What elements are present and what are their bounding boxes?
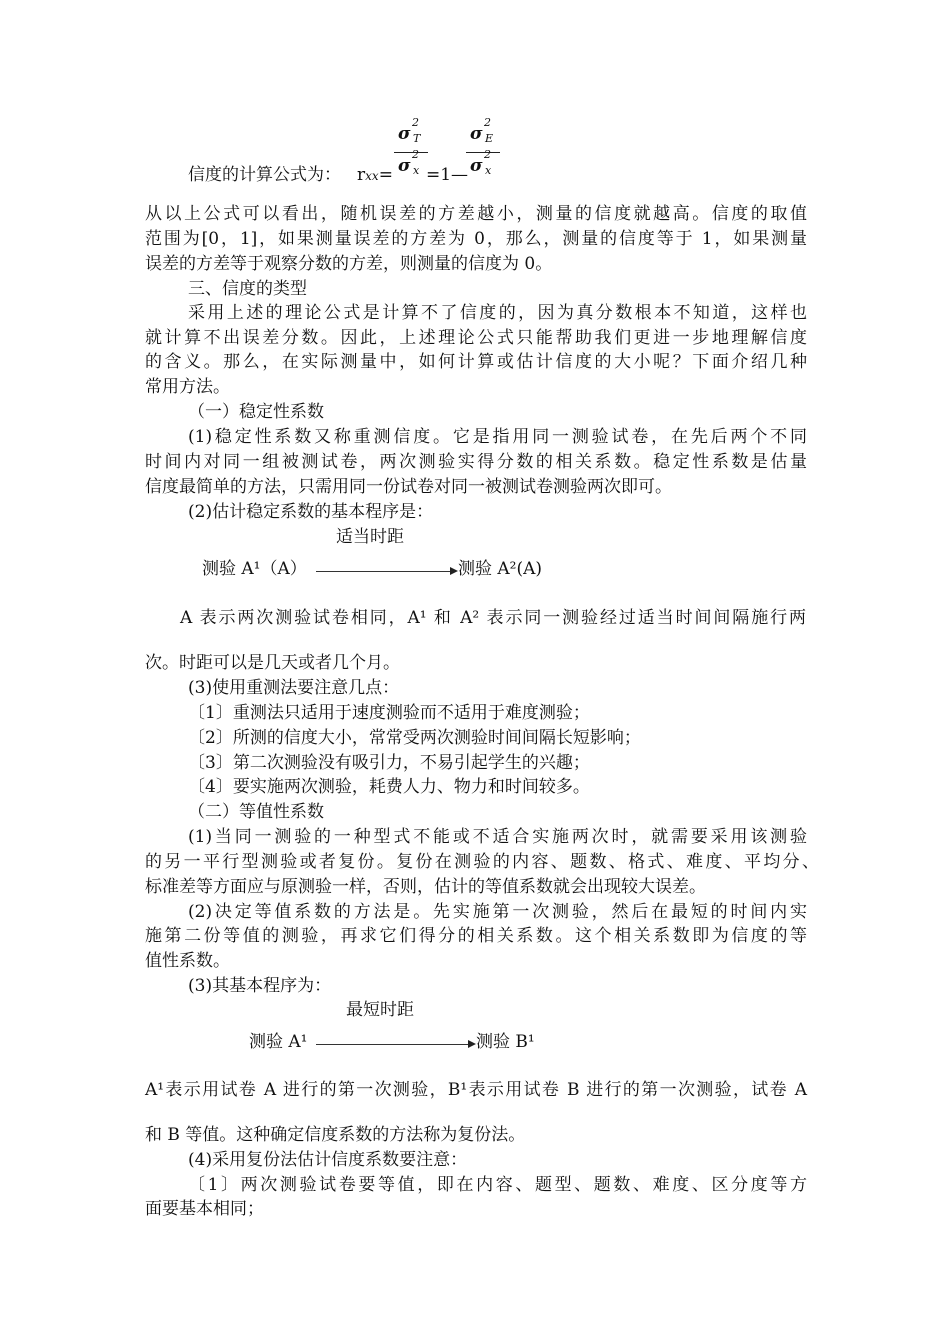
paragraph-line: 的另一平行型测验或者复份。复份在测验的内容、题数、格式、难度、平均分、 [145,852,819,872]
paragraph-line: A 表示两次测验试卷相同，A¹ 和 A² 表示同一测验经过适当时间间隔施行两 [180,608,806,628]
list-item: 〔3〕第二次测验没有吸引力，不易引起学生的兴趣； [188,753,590,773]
fraction-error-variance: σ 2 E σ 2 x [466,124,506,184]
diagram-right-node: 测验 A²(A) [458,559,543,579]
paragraph-line: 的含义。那么，在实际测量中，如何计算或估计信度的大小呢？下面介绍几种 [145,352,807,372]
paragraph-line: 和 B 等值。这种确定信度系数的方法称为复份法。 [145,1125,526,1145]
diagram-right-node: 测验 B¹ [476,1032,535,1052]
formula-label: 信度的计算公式为： [188,165,341,185]
paragraph-line: A¹表示用试卷 A 进行的第一次测验，B¹表示用试卷 B 进行的第一次测验，试卷 A [145,1080,807,1100]
diagram-left-node: 测验 A¹（A） [202,559,307,579]
list-item: 〔2〕所测的信度大小，常常受两次测验时间间隔长短影响； [188,728,641,748]
paragraph-line: 值性系数。 [145,951,230,971]
paragraph-line: (3)使用重测法要注意几点： [188,678,400,698]
paragraph-line: 范围为[0，1]，如果测量误差的方差为 0，那么，测量的信度等于 1，如果测量 [145,229,807,249]
diagram-left-node: 测验 A¹ [249,1032,308,1052]
list-item: 〔1〕两次测验试卷要等值，即在内容、题型、题数、难度、区分度等方 [188,1175,807,1195]
paragraph-line: 采用上述的理论公式是计算不了信度的，因为真分数根本不知道，这样也 [188,303,807,323]
paragraph-line: (1)稳定性系数又称重测信度。它是指用同一测验试卷，在先后两个不同 [188,427,807,447]
paragraph-line: 信度最简单的方法，只需用同一份试卷对同一被测试卷测验两次即可。 [145,477,672,497]
paragraph-line: (2)决定等值系数的方法是。先实施第一次测验，然后在最短的时间内实 [188,902,807,922]
diagram-interval-label: 适当时距 [336,527,404,547]
paragraph-line: 施第二份等值的测验，再求它们得分的相关系数。这个相关系数即为信度的等 [145,926,807,946]
list-item: 〔1〕重测法只适用于速度测验而不适用于难度测验； [188,703,590,723]
subsection-heading: （二）等值性系数 [188,802,324,822]
paragraph-line: 就计算不出误差分数。因此，上述理论公式只能帮助我们更进一步地理解信度 [145,328,807,348]
formula-eq2: =1— [426,165,469,185]
paragraph-line: (4)采用复份法估计信度系数要注意： [188,1150,468,1170]
list-item: 〔4〕要实施两次测验，耗费人力、物力和时间较多。 [188,777,590,797]
paragraph-line: 从以上公式可以看出，随机误差的方差越小，测量的信度就越高。信度的取值 [145,204,807,224]
paragraph-line: (3)其基本程序为： [188,976,332,996]
paragraph-line: 误差的方差等于观察分数的方差，则测量的信度为 0。 [145,254,553,274]
list-item: 面要基本相同； [145,1199,264,1219]
paragraph-line: (2)估计稳定系数的基本程序是： [188,502,434,522]
fraction-true-variance: σ 2 T σ 2 x [394,124,434,184]
section-heading: 三、信度的类型 [188,279,307,299]
paragraph-line: 常用方法。 [145,377,230,397]
paragraph-line: 时间内对同一组被测试卷，两次测验实得分数的相关系数。稳定性系数是估量 [145,452,807,472]
subsection-heading: （一）稳定性系数 [188,402,324,422]
formula-r: rxx= [357,165,393,185]
arrow-icon [316,571,456,572]
paragraph-line: 次。时距可以是几天或者几个月。 [145,653,400,673]
paragraph-line: (1)当同一测验的一种型式不能或不适合实施两次时，就需要采用该测验 [188,827,807,847]
paragraph-line: 标准差等方面应与原测验一样，否则，估计的等值系数就会出现较大误差。 [145,877,706,897]
diagram-interval-label: 最短时距 [346,1000,414,1020]
arrow-icon [316,1044,474,1045]
